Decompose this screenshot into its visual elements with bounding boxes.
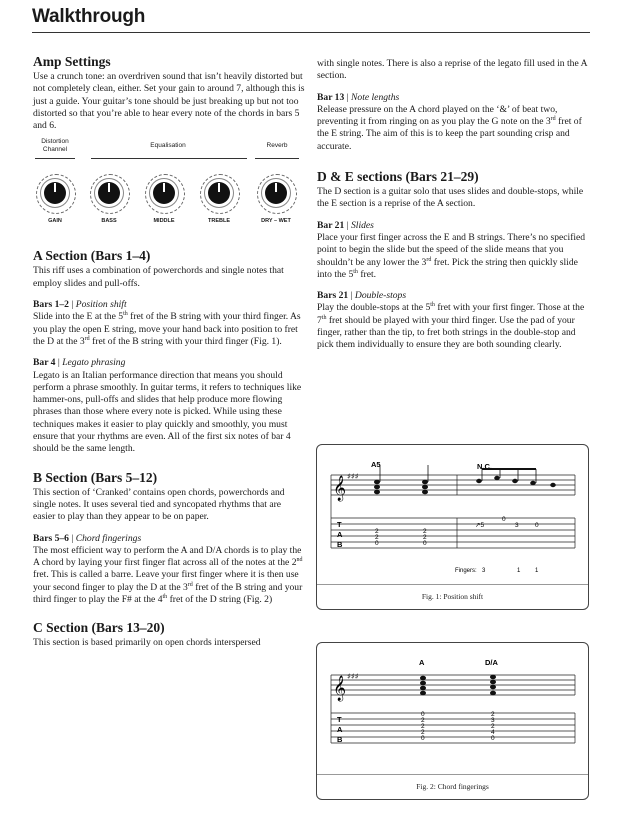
tab-label-b: B bbox=[337, 540, 343, 549]
treble-clef-icon: 𝄞 bbox=[333, 676, 347, 701]
title-rule bbox=[32, 32, 590, 33]
svg-text:↗5: ↗5 bbox=[475, 522, 485, 529]
section-a-sub1-heading: Bars 1–2 | Position shift bbox=[33, 299, 127, 311]
svg-text:2: 2 bbox=[375, 534, 379, 541]
section-a-sub2-text: Legato is an Italian performance direction that means you should perform a phrase smoothly. In guitar terms, it refers to techniques like hammer-ons, pull-offs and slides that help produce more flowing phrases than those where every note is picked. While using these techniques makes it easier to play quickly and smoothly, you must ensure that your rhythms are even. All of the first six notes of bar 4 should be the same length. bbox=[33, 369, 302, 455]
tab-label-t: T bbox=[337, 520, 342, 529]
amp-settings-text: Use a crunch tone: an overdriven sound that isn’t heavily distorted but not completely clean, either. Set your gain to around 7, although this is just a guide. Your guitar’s tone should be just breaking up but not too distorted so that you’re able to hear every note of the chords in bars 5 and 6. bbox=[33, 71, 305, 132]
svg-text:0: 0 bbox=[375, 540, 379, 547]
finger-number: 1 bbox=[535, 568, 539, 574]
key-signature: ♯♯♯ bbox=[347, 472, 359, 481]
group-label-eq: Equalisation bbox=[150, 142, 186, 150]
group-label-reverb: Reverb bbox=[266, 142, 288, 150]
tab-label-t: T bbox=[337, 715, 342, 724]
left-column bbox=[33, 54, 305, 650]
sub-title: Position shift bbox=[75, 299, 127, 311]
fig1-notation bbox=[317, 445, 588, 585]
finger-number: 3 bbox=[482, 568, 486, 574]
section-de-sub1-heading: Bar 21 | Slides bbox=[317, 219, 374, 231]
sub-bars: Bars 21 bbox=[317, 290, 349, 302]
svg-text:2: 2 bbox=[421, 729, 425, 736]
fig1-caption: Fig. 1: Position shift bbox=[317, 584, 588, 609]
sub-bars: Bar 13 bbox=[317, 91, 345, 103]
sub-title: Legato phrasing bbox=[62, 357, 126, 369]
sub-title: Chord fingerings bbox=[75, 532, 142, 544]
svg-text:2: 2 bbox=[491, 723, 495, 730]
tab-label-b: B bbox=[337, 735, 343, 744]
page-title: Walkthrough bbox=[32, 6, 146, 27]
section-c-intro-cont: with single notes. There is also a reprise of the legato fill used in the A section. bbox=[317, 58, 587, 82]
figure-1 bbox=[316, 444, 589, 610]
svg-text:4: 4 bbox=[491, 729, 495, 736]
section-a-heading: A Section (Bars 1–4) bbox=[33, 248, 151, 264]
fig2-caption: Fig. 2: Chord fingerings bbox=[317, 774, 588, 799]
section-de-intro: The D section is a guitar solo that uses slides and double-stops, while the E section is a reprise of the A section. bbox=[317, 186, 584, 210]
knob-label-treble: TREBLE bbox=[208, 218, 230, 225]
chord-symbol-a: A bbox=[419, 658, 425, 667]
fig2-notation bbox=[317, 643, 588, 773]
sub-bars: Bar 4 bbox=[33, 357, 56, 369]
svg-text:2: 2 bbox=[491, 711, 495, 718]
svg-text:2: 2 bbox=[423, 534, 427, 541]
amp-knob-panel bbox=[33, 138, 305, 234]
chord-symbol-d-over-a: D/A bbox=[485, 658, 498, 667]
svg-text:0: 0 bbox=[421, 711, 425, 718]
svg-text:0: 0 bbox=[421, 735, 425, 742]
group-line-reverb bbox=[255, 158, 299, 159]
svg-text:2: 2 bbox=[375, 528, 379, 535]
group-line-eq bbox=[91, 158, 247, 159]
section-b-intro: This section of ‘Cranked’ contains open chords, powerchords and single notes. It uses several tied and syncopated rhythms that are easier to play than they appear to be on paper. bbox=[33, 486, 285, 523]
section-de-heading: D & E sections (Bars 21–29) bbox=[317, 169, 479, 185]
right-column bbox=[317, 58, 589, 361]
svg-text:2: 2 bbox=[421, 717, 425, 724]
section-c-heading: C Section (Bars 13–20) bbox=[33, 620, 165, 636]
sub-bars: Bar 21 bbox=[317, 219, 345, 231]
svg-text:3: 3 bbox=[491, 717, 495, 724]
svg-text:0: 0 bbox=[491, 735, 495, 742]
knob-label-bass: BASS bbox=[101, 218, 117, 225]
section-de-sub1-text: Place your first finger across the E and B strings. There’s no specified point to begin the slide but the speed of the slide means that you shouldn’t be any lower the 3rd fret. Pick the string then quickly slide into the 5th fret. bbox=[317, 231, 586, 280]
section-de-sub2-heading: Bars 21 | Double-stops bbox=[317, 290, 407, 302]
svg-text:0: 0 bbox=[423, 540, 427, 547]
sub-bars: Bars 5–6 bbox=[33, 532, 69, 544]
tab-label-a: A bbox=[337, 530, 343, 539]
section-b-sub-text: The most efficient way to perform the A and D/A chords is to play the A chord by laying your first finger flat across all of the notes at the 2nd fret. This is called a barre. Leave your first finger where it is then use your second finger to play the D at the 3rd fret of the B string and your third finger to play the F# at the 4th fret of the D string (Fig. 2) bbox=[33, 544, 303, 606]
svg-text:2: 2 bbox=[423, 528, 427, 535]
svg-text:2: 2 bbox=[421, 723, 425, 730]
sub-title: Double-stops bbox=[354, 290, 407, 302]
fingers-label: Fingers: bbox=[455, 568, 477, 574]
amp-settings-heading: Amp Settings bbox=[33, 54, 111, 69]
key-signature: ♯♯♯ bbox=[347, 672, 359, 681]
section-a-intro: This riff uses a combination of powerchords and single notes that employ slides and pull-offs. bbox=[33, 265, 284, 289]
group-label-distortion: Distortion Channel bbox=[41, 138, 69, 154]
section-c-sub-text: Release pressure on the A chord played on the ‘&’ of beat two, preventing it from ringing on as you play the G note on the 3rd fret of the E string. The aim of this is to keep the part sounding crisp and accurate. bbox=[317, 103, 582, 152]
sub-title: Note lengths bbox=[351, 91, 400, 103]
section-c-intro-start: This section is based primarily on open chords interspersed bbox=[33, 637, 261, 649]
section-a-sub1-text: Slide into the E at the 5th fret of the B string with your third finger. As you play the open E string, move your hand back into position to fret the D at the 3rd fret of the B string with your third finger (Fig. 1). bbox=[33, 311, 301, 347]
knob-label-gain: GAIN bbox=[48, 218, 62, 225]
knob-label-middle: MIDDLE bbox=[153, 218, 175, 225]
section-b-heading: B Section (Bars 5–12) bbox=[33, 469, 158, 485]
tab-label-a: A bbox=[337, 725, 343, 734]
chord-symbol-a5: A5 bbox=[371, 460, 381, 469]
chord-symbol-nc: N.C. bbox=[477, 462, 492, 471]
section-b-sub-heading: Bars 5–6 | Chord fingerings bbox=[33, 532, 142, 544]
section-c-sub-heading: Bar 13 | Note lengths bbox=[317, 91, 400, 103]
group-line-distortion bbox=[35, 158, 75, 159]
treble-clef-icon: 𝄞 bbox=[333, 476, 347, 501]
knob-label-dry-wet: DRY – WET bbox=[261, 218, 291, 225]
section-a-sub2-heading: Bar 4 | Legato phrasing bbox=[33, 357, 126, 369]
finger-number: 1 bbox=[517, 568, 521, 574]
section-de-sub2-text: Play the double-stops at the 5th fret with your first finger. Those at the 7th fret should be played with your third finger. Use the pad of your finger, rather than the tip, to fret both strings in the double-stop and pick them individually to ensure they are both sounding clearly. bbox=[317, 302, 585, 351]
sub-bars: Bars 1–2 bbox=[33, 299, 69, 311]
figure-2 bbox=[316, 642, 589, 800]
svg-text:0: 0 bbox=[502, 516, 506, 523]
sub-title: Slides bbox=[351, 219, 374, 231]
svg-text:0: 0 bbox=[535, 522, 539, 529]
svg-text:3: 3 bbox=[515, 522, 519, 529]
